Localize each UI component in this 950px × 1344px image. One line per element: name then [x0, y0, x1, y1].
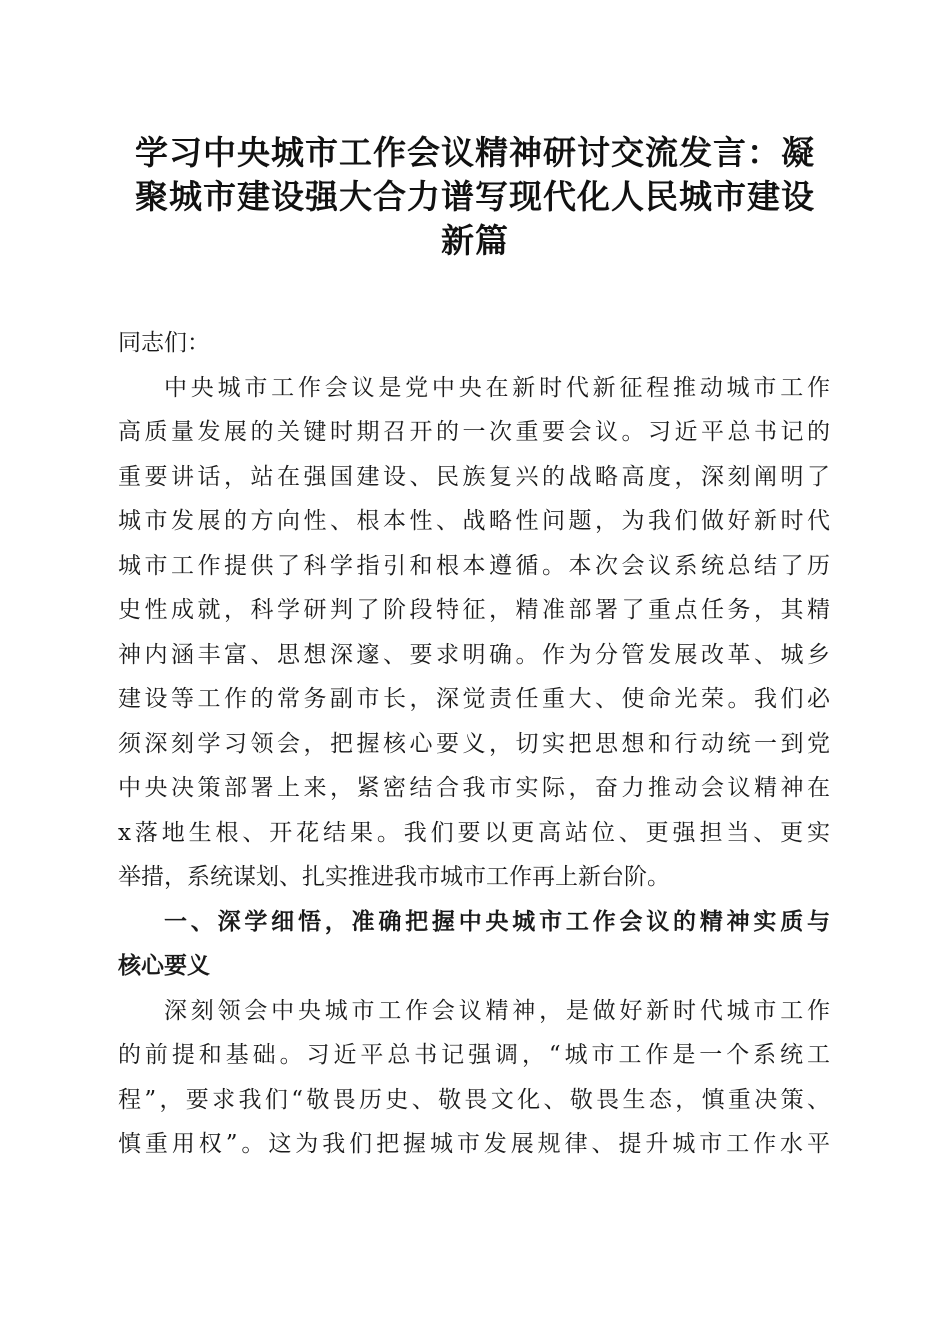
salutation: 同志们：: [118, 330, 210, 356]
paragraph-intro: [118, 366, 830, 900]
document-body: [118, 321, 830, 1167]
title-line: 新篇: [441, 221, 509, 260]
heading-line: 一、深学细悟，准确把握中央城市工作会议的精神实质与: [164, 908, 830, 935]
heading-line: 核心要义: [118, 953, 210, 979]
paragraph-line: 城市工作提供了科学指引和根本遵循。本次会议系统总结了历: [118, 552, 830, 579]
paragraph-line: 高质量发展的关键时期召开的一次重要会议。习近平总书记的: [118, 419, 830, 445]
paragraph-line: 神内涵丰富、思想深邃、要求明确。作为分管发展改革、城乡: [118, 641, 830, 668]
paragraph-line: 须深刻学习领会，把握核心要义，切实把思想和行动统一到党: [118, 730, 830, 757]
paragraph-line: 慎重用权”。这为我们把握城市发展规律、提升城市工作水平: [118, 1131, 830, 1157]
document-title: [110, 131, 840, 263]
paragraph-line: 建设等工作的常务副市长，深觉责任重大、使命光荣。我们必: [118, 686, 830, 712]
paragraph-line: 史性成就，科学研判了阶段特征，精准部署了重点任务，其精: [118, 597, 830, 623]
title-line: 学习中央城市工作会议精神研讨交流发言：凝: [135, 133, 815, 172]
paragraph-section-1: [118, 989, 830, 1167]
paragraph-line: 重要讲话，站在强国建设、民族复兴的战略高度，深刻阐明了: [118, 463, 830, 490]
paragraph-line: 的前提和基础。习近平总书记强调，“城市工作是一个系统工: [118, 1042, 830, 1068]
paragraph-line: 城市发展的方向性、根本性、战略性问题，为我们做好新时代: [118, 508, 830, 534]
paragraph-line: 深刻领会中央城市工作会议精神，是做好新时代城市工作: [164, 997, 830, 1024]
section-heading-1: [118, 900, 830, 989]
paragraph-line: 程”，要求我们“敬畏历史、敬畏文化、敬畏生态，慎重决策、: [118, 1086, 830, 1113]
paragraph-line: 中央城市工作会议是党中央在新时代新征程推动城市工作: [164, 374, 830, 401]
paragraph-line: 中央决策部署上来，紧密结合我市实际，奋力推动会议精神在: [118, 775, 830, 801]
paragraph-line: 举措，系统谋划、扎实推进我市城市工作再上新台阶。: [118, 864, 670, 890]
paragraph-line: x落地生根、开花结果。我们要以更高站位、更强担当、更实: [118, 819, 830, 846]
title-line: 聚城市建设强大合力谱写现代化人民城市建设: [135, 177, 815, 216]
